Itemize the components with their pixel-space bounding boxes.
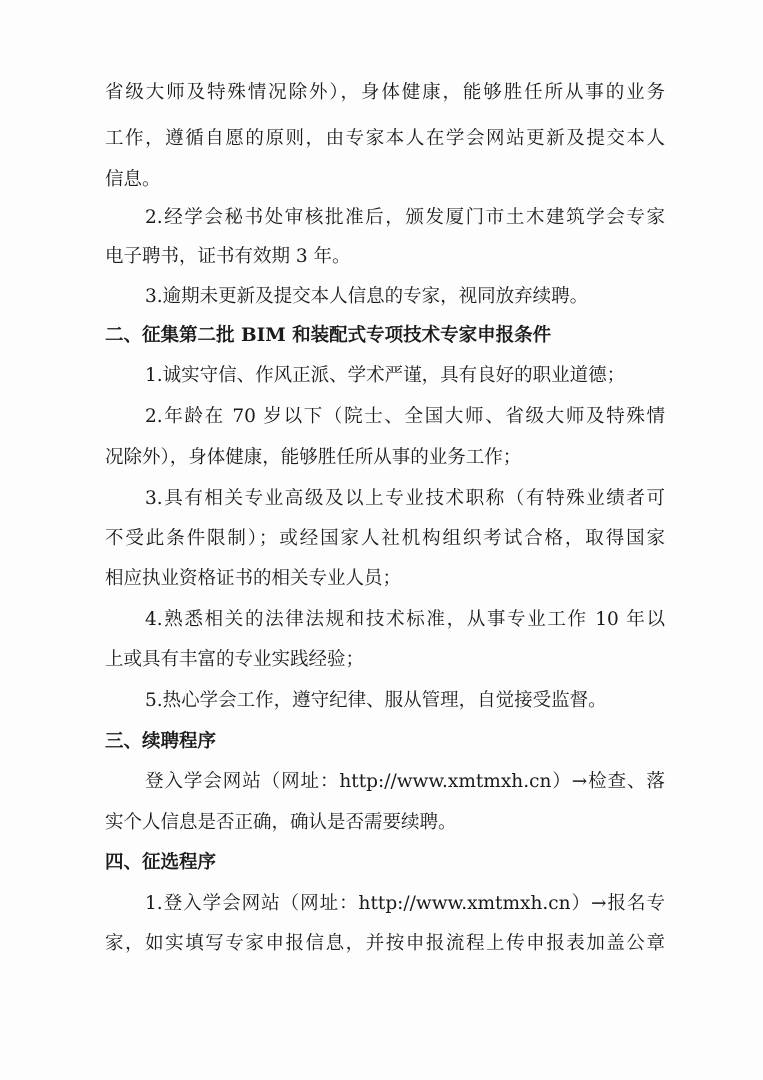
text-line: 2.年龄在 70 岁以下（院士、全国大师、省级大师及特殊情	[145, 406, 665, 427]
text-line: 信息。	[105, 169, 161, 190]
text-line: 相应执业资格证书的相关专业人员；	[105, 568, 402, 589]
text-line: 不受此条件限制）；或经国家人社机构组织考试合格，取得国家	[105, 528, 665, 549]
text-line: 1.诚实守信、作风正派、学术严谨，具有良好的职业道德；	[145, 365, 626, 386]
section-heading: 四、征选程序	[105, 852, 217, 873]
text-line: 登入学会网站（网址：http://www.xmtmxh.cn）→检查、落	[145, 771, 665, 792]
text-line: 实个人信息是否正确，确认是否需要续聘。	[105, 812, 457, 833]
text-line: 电子聘书，证书有效期 3 年。	[105, 246, 351, 267]
section-heading: 三、续聘程序	[105, 731, 217, 752]
text-line: 家，如实填写专家申报信息，并按申报流程上传申报表加盖公章	[105, 933, 665, 954]
text-line: 5.热心学会工作，遵守纪律、服从管理，自觉接受监督。	[145, 690, 607, 711]
text-line: 省级大师及特殊情况除外），身体健康，能够胜任所从事的业务	[105, 82, 665, 103]
text-line: 3.具有相关专业高级及以上专业技术职称（有特殊业绩者可	[145, 488, 665, 509]
text-line: 工作，遵循自愿的原则，由专家本人在学会网站更新及提交本人	[105, 128, 665, 149]
text-line: 1.登入学会网站（网址：http://www.xmtmxh.cn）→报名专	[145, 893, 665, 914]
text-line: 3.逾期未更新及提交本人信息的专家，视同放弃续聘。	[145, 286, 589, 307]
section-heading: 二、征集第二批 BIM 和装配式专项技术专家申报条件	[105, 325, 552, 346]
text-line: 况除外），身体健康，能够胜任所从事的业务工作；	[105, 447, 522, 468]
text-line: 上或具有丰富的专业实践经验；	[105, 649, 365, 670]
text-line: 4.熟悉相关的法律法规和技术标准，从事专业工作 10 年以	[145, 609, 665, 630]
text-line: 2.经学会秘书处审核批准后，颁发厦门市土木建筑学会专家	[145, 207, 665, 228]
